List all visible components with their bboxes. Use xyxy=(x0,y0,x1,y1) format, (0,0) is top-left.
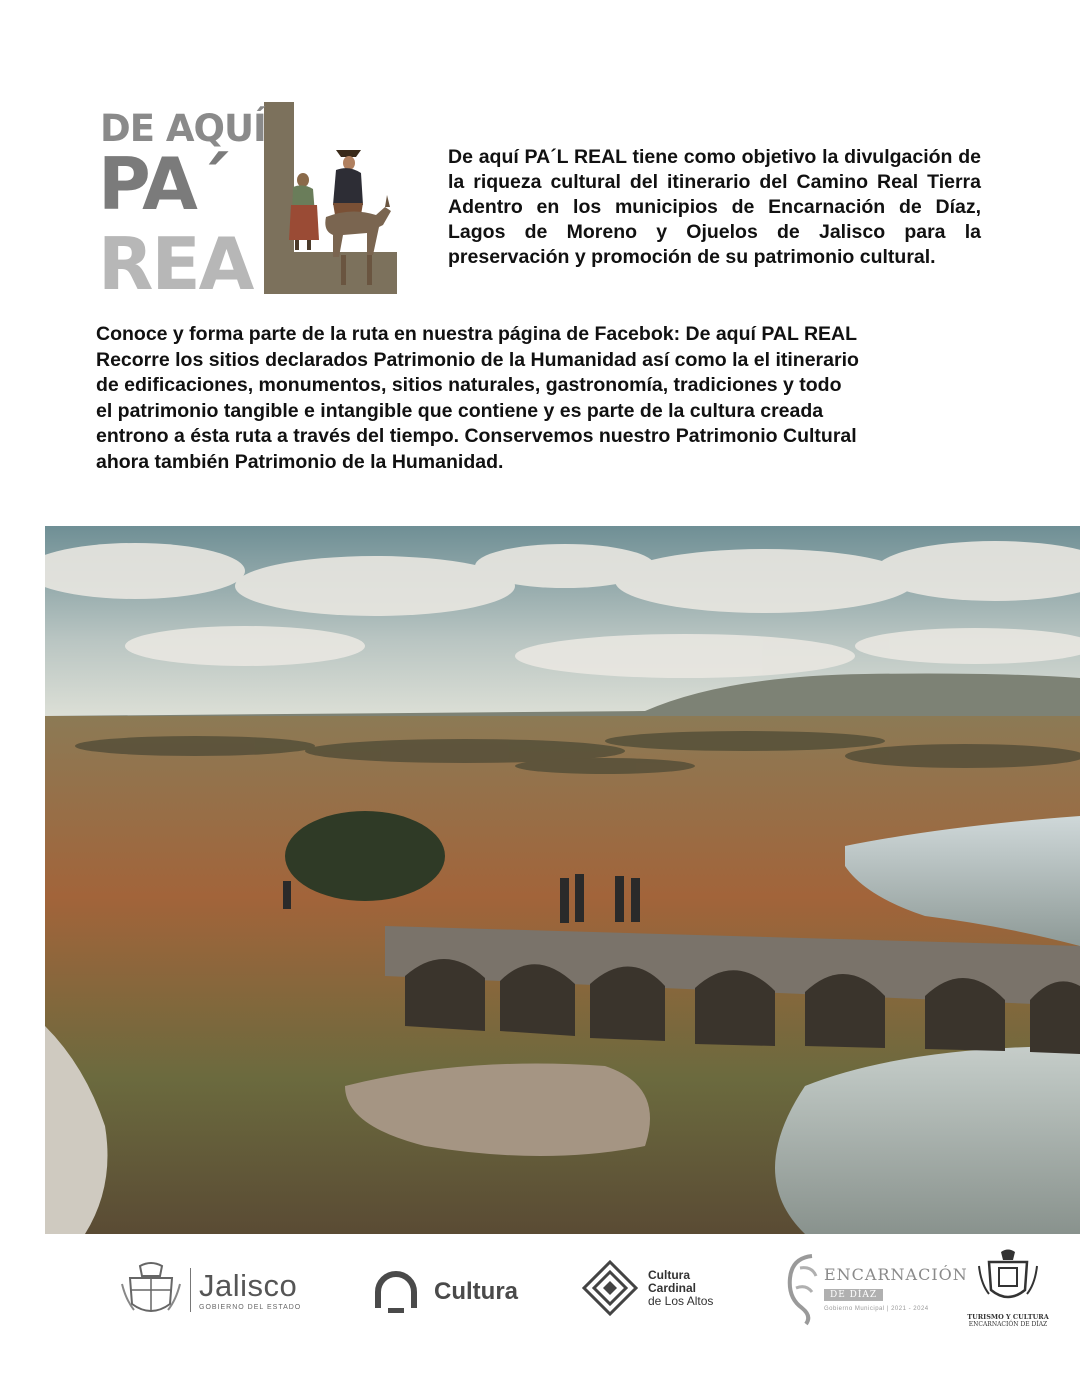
cultura-logo xyxy=(372,1268,518,1316)
encarnacion-subtitle: DE DÍAZ xyxy=(824,1289,883,1301)
body-line: ahora también Patrimonio de la Humanidad. xyxy=(96,450,504,473)
sponsor-logos xyxy=(0,1248,1080,1348)
cardinal-line-2: Cardinal xyxy=(648,1280,697,1295)
cardinal-line-3: de Los Altos xyxy=(648,1293,714,1308)
jalisco-coat-of-arms-icon xyxy=(120,1260,182,1320)
turismo-coat-of-arms-icon xyxy=(975,1248,1041,1310)
body-line: de edificaciones, monumentos, sitios naturales, gastronomía, tradiciones y todo xyxy=(96,374,842,396)
encarnacion-emblem-icon xyxy=(782,1248,822,1328)
logo-line-pa: PA´ xyxy=(98,142,230,226)
jalisco-subtitle: GOBIERNO DEL ESTADO xyxy=(199,1303,302,1311)
encarnacion-name: ENCARNACIÓN xyxy=(824,1264,968,1284)
turismo-line-1: TURISMO Y CULTURA xyxy=(967,1313,1049,1321)
de-aqui-pal-real-logo xyxy=(96,100,401,306)
jalisco-name: Jalisco xyxy=(199,1267,298,1303)
logo-line-rea: REA xyxy=(98,222,253,306)
logo-line-de-aqui: DE AQUÍ xyxy=(100,107,266,150)
intro-paragraph: De aquí PA´L REAL tiene como objetivo la divulgación de la riqueza cultural del itinerario del Camino Real Tierra Adentro en los municipios de Encarnación de Díaz, Lagos de Moreno y Ojuelos de Jalisco para la preservación y promoción de su patrimonio cultural. xyxy=(448,146,981,268)
cardinal-line-1: Cultura xyxy=(648,1267,690,1282)
cardinal-diamond-icon xyxy=(582,1260,638,1316)
encarnacion-footer: Gobierno Municipal | 2021 - 2024 xyxy=(824,1305,929,1312)
body-paragraph xyxy=(96,322,982,475)
cultura-cardinal-logo xyxy=(582,1260,713,1316)
encarnacion-logo xyxy=(782,1248,968,1328)
cultura-name: Cultura xyxy=(434,1278,518,1305)
body-line: entrono a ésta ruta a través del tiempo. Conservemos nuestro Patrimonio Cultural xyxy=(96,425,857,447)
body-line: Conoce y forma parte de la ruta en nuestra página de Facebok: De aquí PAL REAL xyxy=(96,323,858,345)
photo-illustration xyxy=(45,526,1080,1234)
cultura-arch-icon xyxy=(372,1268,420,1316)
turismo-cultura-logo xyxy=(966,1248,1050,1328)
jalisco-logo xyxy=(120,1260,301,1320)
body-line: Recorre los sitios declarados Patrimonio de la Humanidad así como la el itinerario xyxy=(96,348,859,371)
turismo-line-2: ENCARNACIÓN DE DÍAZ xyxy=(968,1321,1048,1328)
travelers-illustration xyxy=(281,145,396,295)
body-line: el patrimonio tangible e intangible que contiene y es parte de la cultura creada xyxy=(96,399,824,422)
landscape-bridge-photo xyxy=(45,526,1080,1234)
